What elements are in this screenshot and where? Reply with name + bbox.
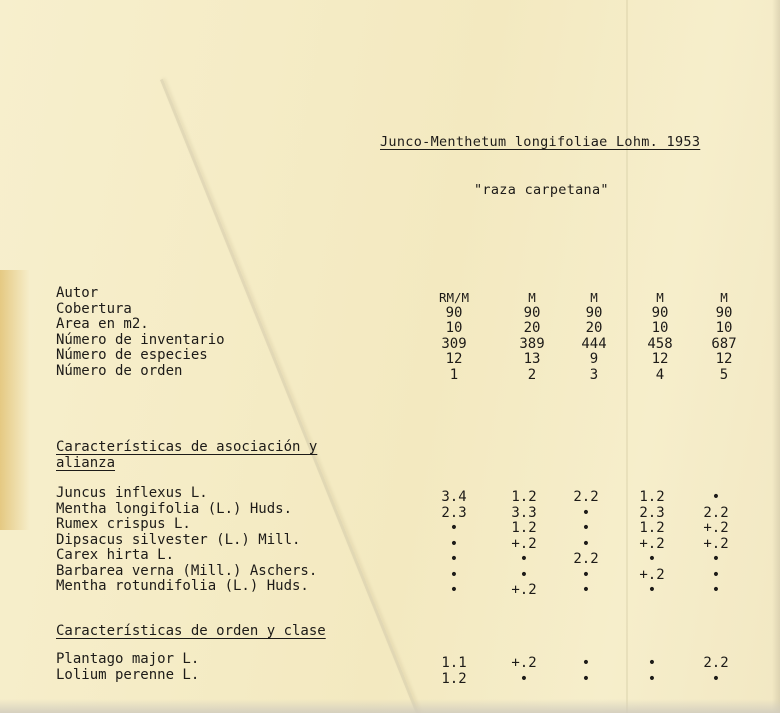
abundance-cell: •	[449, 566, 459, 583]
paper-bottom-edge	[0, 699, 780, 713]
section-2-heading: Características de orden y clase	[56, 623, 326, 639]
abundance-cell: •	[647, 670, 657, 687]
header-row-label: Número de orden	[56, 362, 183, 379]
header-cell: M	[656, 290, 664, 305]
abundance-cell: •	[581, 670, 591, 687]
header-cell: 13	[523, 351, 541, 367]
abundance-cell: +.2	[639, 535, 665, 552]
abundance-cell: •	[581, 582, 591, 598]
abundance-cell: +.2	[511, 582, 537, 598]
species-name: Mentha rotundifolia (L.) Huds.	[56, 578, 309, 594]
header-cell: 10	[445, 320, 463, 336]
abundance-cell: 1.2	[639, 520, 665, 536]
section-1-species	[56, 486, 317, 595]
column-5-header	[700, 290, 748, 383]
abundance-cell: 1.2	[639, 489, 665, 505]
abundance-cell: •	[449, 520, 459, 536]
header-cell: 309	[441, 335, 467, 352]
abundance-cell: •	[581, 655, 591, 671]
abundance-cell: •	[519, 566, 529, 583]
section-1-heading: Características de asociación y alianza	[56, 439, 318, 471]
header-cell: 12	[715, 351, 733, 367]
abundance-cell: •	[449, 535, 459, 552]
abundance-cell: 3.3	[511, 504, 537, 521]
header-row-label: Area en m2.	[56, 316, 149, 332]
species-name: Dipsacus silvester (L.) Mill.	[56, 531, 301, 548]
abundance-cell: 1.2	[441, 670, 467, 687]
section-2-column-4	[630, 656, 674, 687]
abundance-cell: +.2	[703, 520, 729, 536]
header-cell: 90	[523, 304, 541, 321]
abundance-cell: •	[647, 551, 657, 567]
abundance-cell: +.2	[511, 535, 537, 552]
section-1-column-3	[564, 490, 608, 599]
header-row-labels	[56, 286, 225, 379]
abundance-cell: 2.3	[639, 504, 665, 521]
header-cell: 12	[445, 351, 463, 367]
section-2-column-3	[564, 656, 608, 687]
column-2-header	[508, 290, 556, 383]
species-name: Plantago major L.	[56, 651, 200, 667]
abundance-cell: 1.2	[511, 489, 537, 505]
header-cell: 90	[651, 304, 669, 321]
header-cell: 20	[523, 320, 541, 336]
abundance-cell: •	[711, 489, 721, 505]
abundance-cell: •	[711, 551, 721, 567]
abundance-cell: •	[647, 582, 657, 598]
abundance-cell: 2.2	[573, 489, 599, 505]
header-cell: 3	[589, 366, 599, 383]
abundance-cell: •	[449, 582, 459, 598]
section-2-column-2	[502, 656, 546, 687]
section-2-column-5	[694, 656, 738, 687]
abundance-cell: •	[581, 535, 591, 552]
abundance-cell: 2.2	[573, 551, 599, 567]
section-2-column-1	[432, 656, 476, 687]
header-row-label: Autor	[56, 285, 99, 301]
header-cell: 10	[651, 320, 669, 336]
paper-stain	[0, 270, 30, 530]
abundance-cell: 1.1	[441, 655, 467, 671]
abundance-cell: 2.2	[703, 655, 729, 671]
paper-fold-line	[626, 0, 628, 713]
header-cell: 12	[651, 351, 669, 367]
header-cell: 9	[589, 351, 599, 367]
abundance-cell: +.2	[703, 535, 729, 552]
column-3-header	[570, 290, 618, 383]
abundance-cell: +.2	[639, 566, 665, 583]
section-1-column-4	[630, 490, 674, 599]
header-cell: 10	[715, 320, 733, 336]
abundance-cell: 2.3	[441, 504, 467, 521]
abundance-cell: •	[711, 582, 721, 598]
header-cell: M	[590, 290, 598, 305]
abundance-cell: 2.2	[703, 504, 729, 521]
header-cell: 2	[527, 366, 537, 383]
paper-crease	[160, 79, 432, 713]
header-cell: 90	[585, 304, 603, 321]
species-name: Lolium perenne L.	[56, 666, 200, 683]
abundance-cell: •	[711, 670, 721, 687]
abundance-cell: +.2	[511, 655, 537, 671]
abundance-cell: 1.2	[511, 520, 537, 536]
abundance-cell: •	[711, 566, 721, 583]
header-cell: 4	[655, 366, 665, 383]
document-title: Junco-Menthetum longifoliae Lohm. 1953	[380, 134, 701, 150]
section-1-column-1	[432, 490, 476, 599]
header-cell: 20	[585, 320, 603, 336]
abundance-cell: •	[581, 520, 591, 536]
section-1-column-2	[502, 490, 546, 599]
header-cell: 5	[719, 366, 729, 383]
header-row-label: Número de inventario	[56, 331, 225, 348]
header-cell: 389	[519, 335, 545, 352]
species-name: Juncus inflexus L.	[56, 485, 208, 501]
header-cell: 458	[647, 335, 673, 352]
abundance-cell: 3.4	[441, 489, 467, 505]
abundance-cell: •	[581, 504, 591, 521]
abundance-cell: •	[449, 551, 459, 567]
species-name: Barbarea verna (Mill.) Aschers.	[56, 562, 318, 579]
column-4-header	[636, 290, 684, 383]
header-cell: 90	[715, 304, 733, 321]
header-cell: 1	[449, 366, 459, 383]
header-cell: 687	[711, 335, 737, 352]
section-1-column-5	[694, 490, 738, 599]
header-cell: 444	[581, 335, 607, 352]
species-name: Rumex crispus L.	[56, 516, 191, 532]
species-name: Carex hirta L.	[56, 547, 175, 563]
abundance-cell: •	[519, 551, 529, 567]
abundance-cell: •	[647, 655, 657, 671]
header-cell: 90	[445, 304, 463, 321]
header-row-label: Cobertura	[56, 300, 132, 317]
abundance-cell: •	[519, 670, 529, 687]
header-cell: M	[528, 290, 536, 305]
paper-edge	[772, 0, 780, 713]
species-name: Mentha longifolia (L.) Huds.	[56, 500, 293, 517]
header-row-label: Número de especies	[56, 347, 208, 363]
column-1-header	[430, 290, 478, 383]
section-2-species	[56, 652, 199, 683]
document-subtitle: "raza carpetana"	[474, 182, 609, 198]
header-cell: RM/M	[438, 290, 470, 305]
abundance-cell: •	[581, 566, 591, 583]
header-cell: M	[720, 290, 728, 305]
